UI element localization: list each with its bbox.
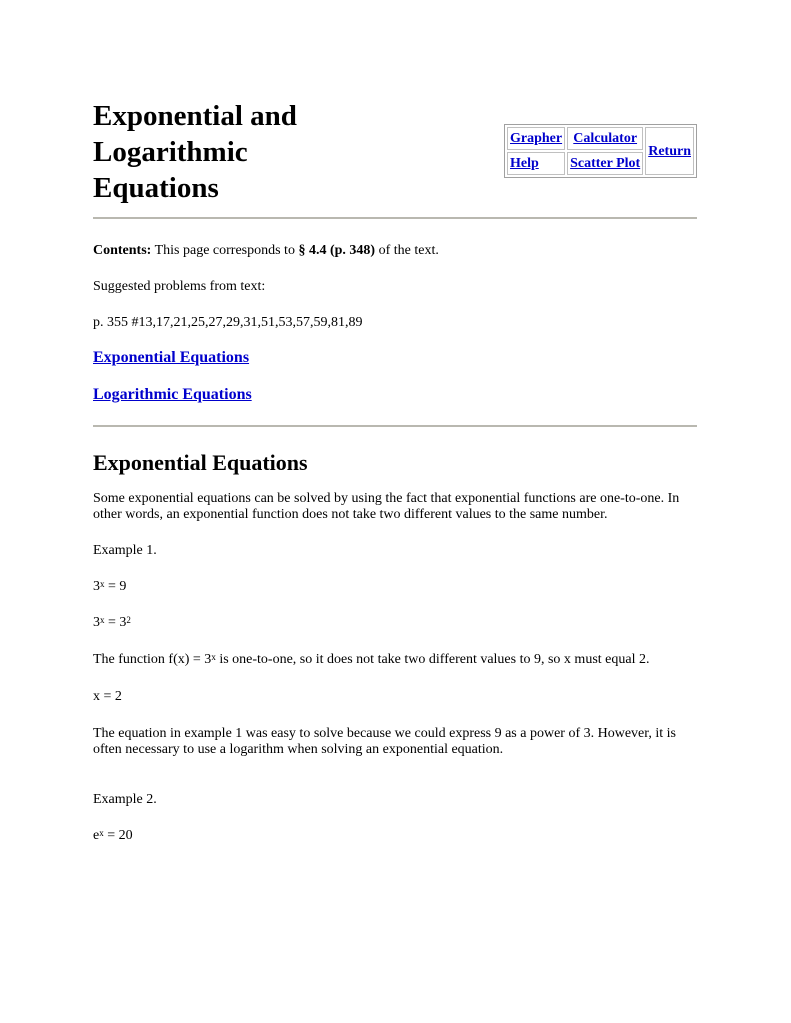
contents-text-after: of the text. — [375, 243, 439, 258]
exponential-equations-link[interactable]: Exponential Equations — [93, 349, 250, 366]
eq2-exponent-2: 2 — [126, 615, 131, 625]
function-exponent: x — [211, 652, 216, 662]
page-header — [93, 98, 697, 210]
function-text-after: is one-to-one, so it does not take two different values to 9, so x must equal 2. — [215, 652, 650, 667]
return-link[interactable]: Return — [648, 143, 691, 159]
grapher-link[interactable]: Grapher — [510, 131, 563, 146]
suggested-problems: p. 355 #13,17,21,25,27,29,31,51,53,57,59,81,89 — [93, 315, 363, 330]
nav-table — [504, 124, 697, 178]
contents-section-ref: § 4.4 (p. 348) — [298, 243, 376, 258]
nav-cell-help — [507, 152, 565, 175]
calculator-link[interactable]: Calculator — [573, 131, 638, 146]
nav-cell-grapher — [507, 127, 565, 150]
equation-2 — [93, 615, 697, 631]
function-text-before: The function f(x) = 3 — [93, 652, 212, 667]
eq2-mid: = 3 — [104, 615, 127, 630]
function-explanation — [93, 652, 697, 668]
section-heading: Exponential Equations — [93, 450, 308, 475]
nav-cell-calculator — [567, 127, 643, 150]
eq3-rest: = 20 — [103, 828, 133, 843]
eq1-base: 3 — [93, 579, 100, 594]
solution-1: x = 2 — [93, 689, 122, 704]
example-2-label: Example 2. — [93, 792, 157, 807]
mid-divider — [93, 425, 697, 427]
nav-cell-return — [645, 127, 694, 175]
equation-1 — [93, 579, 697, 595]
equation-3 — [93, 828, 697, 844]
contents-text-before: This page corresponds to — [151, 243, 299, 258]
title-line-1: Exponential and — [93, 100, 297, 132]
eq3-base: e — [93, 828, 100, 843]
eq3-exponent: x — [99, 828, 104, 838]
top-divider — [93, 217, 697, 219]
page-title — [93, 98, 393, 206]
explanation-paragraph: The equation in example 1 was easy to solve because we could express 9 as a power of 3. However, it is often necessary to use a logarithm when solving an exponential equation. — [93, 726, 676, 757]
eq2-exponent: x — [100, 615, 105, 625]
title-line-2: Logarithmic — [93, 136, 248, 168]
contents-label: Contents: — [93, 243, 152, 258]
contents-line — [93, 243, 697, 259]
toc-item-1 — [93, 349, 697, 367]
eq1-rest: = 9 — [104, 579, 127, 594]
example-1-label: Example 1. — [93, 543, 157, 558]
suggested-label: Suggested problems from text: — [93, 279, 266, 294]
title-line-3: Equations — [93, 172, 219, 204]
logarithmic-equations-link[interactable]: Logarithmic Equations — [93, 386, 252, 403]
section-intro: Some exponential equations can be solved by using the fact that exponential functions are one-to-one. In other words, an exponential function does not take two different values to the same number. — [93, 491, 680, 522]
document-page — [93, 98, 697, 844]
toc-item-2 — [93, 386, 697, 404]
eq1-exponent: x — [100, 579, 105, 589]
eq2-base: 3 — [93, 615, 100, 630]
nav-cell-scatter-plot — [567, 152, 643, 175]
scatter-plot-link[interactable]: Scatter Plot — [570, 156, 641, 171]
help-link[interactable]: Help — [510, 156, 539, 171]
